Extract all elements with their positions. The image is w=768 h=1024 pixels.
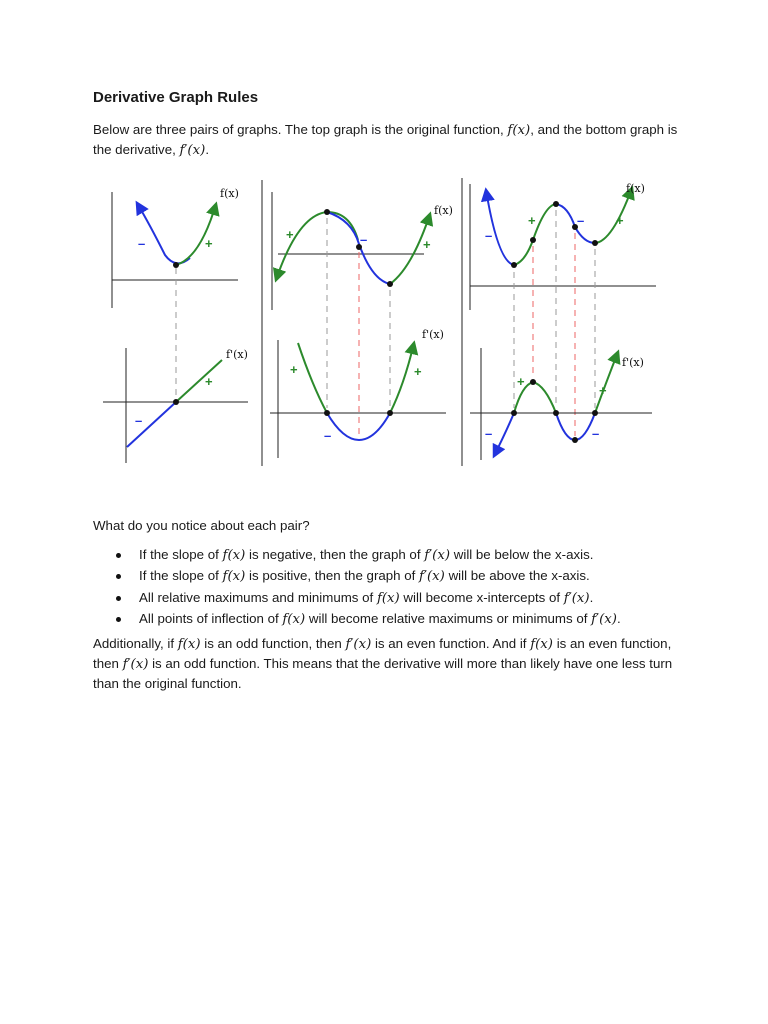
p1-bottom-minus: –	[135, 413, 143, 428]
p2-minus-sign: –	[360, 232, 368, 247]
p3-inflection-1	[530, 237, 536, 243]
p3-bottom-plus-left: +	[517, 374, 525, 389]
bullet-math: f′(x)	[591, 611, 617, 627]
p3-min-point-1	[511, 262, 517, 268]
p1-fprime-positive-line	[176, 360, 222, 402]
p2-plus-right: +	[423, 237, 431, 252]
add-math-1: f(x)	[177, 637, 201, 652]
p3-min-point-2	[592, 240, 598, 246]
bullet-math: f(x)	[282, 611, 306, 627]
p2-x-intercept-right	[387, 410, 393, 416]
p2-fprime-label: f'(x)	[422, 328, 444, 341]
panel-2	[270, 192, 453, 458]
p3-bottom-minus-left: –	[485, 426, 493, 441]
additional-paragraph	[93, 634, 683, 693]
bullet-text: If the slope of	[139, 568, 223, 584]
p2-fprime-right-positive	[390, 343, 414, 413]
bullet-text: All points of inflection of	[139, 610, 283, 626]
intro-text-3: .	[205, 142, 210, 157]
p1-fprime-label: f'(x)	[226, 348, 248, 361]
p3-f-label: f(x)	[626, 182, 645, 195]
bullet-math: f(x)	[376, 590, 400, 606]
add-text-3: is an even function. And if	[371, 636, 531, 651]
page-title: Derivative Graph Rules	[93, 89, 259, 106]
p3-f-increasing-2	[595, 188, 632, 243]
p3-fprime-negative-left	[494, 413, 514, 456]
p3-minus-right: –	[577, 213, 585, 228]
bullet-math: f′(x)	[419, 569, 445, 585]
p3-minus-left: –	[485, 228, 493, 243]
list-item	[93, 588, 621, 609]
p2-plus-left: +	[286, 227, 294, 242]
p1-plus-sign: +	[205, 236, 213, 251]
bullet-text: If the slope of	[139, 547, 223, 562]
intro-math-fprime: f′(x)	[179, 143, 206, 158]
p3-fprime-label: f'(x)	[622, 356, 644, 369]
panel-1	[103, 187, 248, 463]
intro-math-f: f(x)	[507, 123, 531, 138]
bullet-text: is negative, then the graph of	[245, 547, 425, 562]
p2-bottom-minus: –	[324, 428, 332, 443]
p3-bottom-plus-right: +	[599, 383, 607, 398]
question-text: What do you notice about each pair?	[93, 518, 310, 533]
p1-min-point	[173, 262, 179, 268]
p1-x-intercept	[173, 399, 179, 405]
bullet-math: f′(x)	[563, 590, 590, 606]
p2-x-intercept-left	[324, 410, 330, 416]
derivative-graphs-figure	[0, 0, 768, 500]
p3-fprime-min	[572, 437, 578, 443]
bullet-text: will become relative maximums or minimums of	[305, 610, 592, 626]
observations-list	[93, 545, 621, 630]
bullet-text: .	[616, 610, 621, 626]
p2-min-point	[387, 281, 393, 287]
list-item	[93, 545, 621, 566]
p3-x-intercept-2	[553, 410, 559, 416]
intro-text-1: Below are three pairs of graphs. The top graph is the original function,	[93, 122, 508, 137]
p3-fprime-max	[530, 379, 536, 385]
p1-f-increasing-curve	[176, 204, 216, 265]
p3-plus-right: +	[616, 213, 624, 228]
bullet-text: .	[589, 589, 594, 605]
p3-x-intercept-1	[511, 410, 517, 416]
list-item	[93, 609, 621, 630]
p2-f-label: f(x)	[434, 204, 453, 217]
add-math-3: f(x)	[530, 637, 553, 652]
p1-minus-sign: –	[138, 236, 146, 251]
p3-bottom-minus-right: –	[592, 426, 600, 441]
p1-f-decreasing-curve	[137, 203, 190, 263]
p3-x-intercept-3	[592, 410, 598, 416]
p2-fprime-left-positive	[298, 343, 327, 413]
intro-text-2: , and the bottom graph is the derivative,	[93, 122, 678, 157]
add-text-4: is an even function, then	[93, 636, 672, 671]
p2-bottom-plus-right: +	[414, 364, 422, 379]
bullet-math: f′(x)	[424, 548, 451, 563]
panel-3	[470, 182, 656, 460]
add-text-5: is an odd function. This means that the derivative will more than likely have one less turn than the original function.	[93, 656, 673, 691]
p3-max-point	[553, 201, 559, 207]
p1-f-label: f(x)	[220, 187, 239, 200]
bullet-text: is positive, then the graph of	[245, 568, 420, 584]
p2-max-point	[324, 209, 330, 215]
add-text-1: Additionally, if	[93, 636, 178, 651]
bullet-text: will become x-intercepts of	[399, 589, 564, 605]
bullet-text: will be above the x-axis.	[444, 568, 590, 584]
bullet-math: f(x)	[222, 548, 246, 563]
p3-plus-middle: +	[528, 213, 536, 228]
add-math-2: f′(x)	[345, 637, 372, 652]
add-math-4: f′(x)	[122, 657, 149, 672]
bullet-text: will be below the x-axis.	[450, 547, 594, 562]
bullet-text: All relative maximums and minimums of	[139, 589, 377, 605]
p2-bottom-plus-left: +	[290, 362, 298, 377]
p1-bottom-plus: +	[205, 374, 213, 389]
bullet-math: f(x)	[222, 569, 246, 585]
add-text-2: is an odd function, then	[200, 636, 346, 651]
list-item	[93, 566, 621, 587]
